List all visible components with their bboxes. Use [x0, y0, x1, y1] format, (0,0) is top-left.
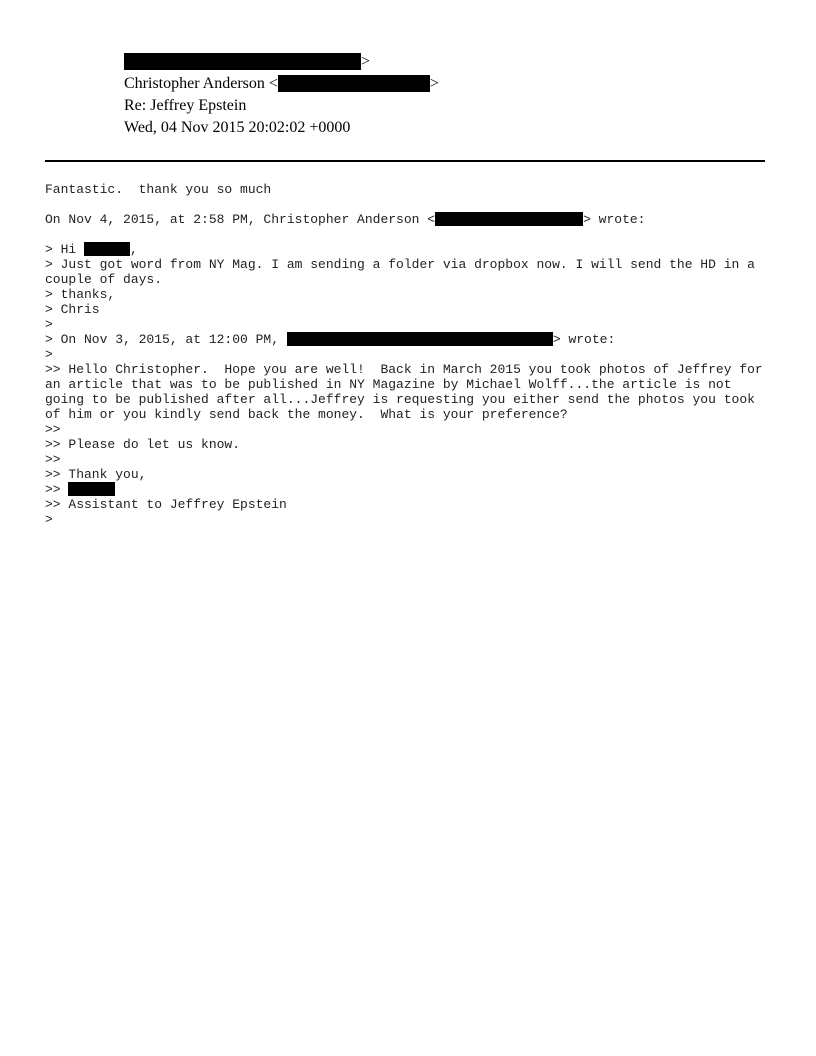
redaction-block [68, 482, 115, 496]
nested-quote-line: of him or you kindly send back the money. What is your preference? [45, 407, 568, 422]
quote-line: > [45, 317, 53, 332]
quote-intro-suffix: > wrote: [583, 212, 646, 227]
quote-intro-text: On Nov 4, 2015, at 2:58 PM, Christopher Anderson < [45, 212, 436, 227]
nested-quote-line: >> Please do let us know. [45, 437, 241, 452]
nested-quote-line: going to be published after all...Jeffrey is requesting you either send the photos you took [45, 392, 755, 407]
header-divider [45, 160, 765, 162]
nested-quote-line: >> Assistant to Jeffrey Epstein [45, 497, 287, 512]
nested-quote-line [45, 482, 770, 497]
quote-line [45, 242, 770, 257]
from-bracket: > [361, 53, 371, 70]
nested-quote-line: >> [45, 452, 61, 467]
quote-line: > Chris [45, 302, 100, 317]
nested-quote-line: >> Thank you, [45, 467, 147, 482]
reply-line: Fantastic. thank you so much [45, 182, 272, 197]
greeting-text: > Hi [45, 242, 85, 257]
to-name: Christopher Anderson < [124, 75, 278, 92]
quote-line: > Just got word from NY Mag. I am sending a folder via dropbox now. I will send the HD in a [45, 257, 755, 272]
quote-line: couple of days. [45, 272, 163, 287]
blank-line [45, 197, 770, 212]
to-bracket: > [429, 75, 439, 92]
nested-quote-line: >> [45, 422, 61, 437]
nested-quote-intro-text: > On Nov 3, 2015, at 12:00 PM, [45, 332, 287, 347]
redaction-block [124, 53, 361, 70]
email-body [45, 182, 770, 527]
blank-line [45, 227, 770, 242]
to-value [124, 74, 439, 94]
subject-value: Re: Jeffrey Epstein [124, 97, 247, 114]
quote-intro-line [45, 212, 770, 227]
signature-prefix: >> [45, 482, 69, 497]
date-value: Wed, 04 Nov 2015 20:02:02 +0000 [124, 119, 351, 136]
nested-quote-intro-suffix: > wrote: [552, 332, 616, 347]
nested-quote-intro-line [45, 332, 770, 347]
quote-line: > thanks, [45, 287, 116, 302]
redaction-block [287, 332, 553, 346]
greeting-comma: , [130, 242, 138, 257]
redaction-block [84, 242, 130, 256]
nested-quote-line: >> Hello Christopher. Hope you are well! Back in March 2015 you took photos of Jeffrey for [45, 362, 763, 377]
redaction-block [278, 75, 430, 92]
quote-line: > [45, 347, 53, 362]
redaction-block [435, 212, 583, 226]
quote-line: > [45, 512, 53, 527]
nested-quote-line: an article that was to be published in NY Magazine by Michael Wolff...the article is not [45, 377, 732, 392]
from-value [124, 52, 370, 72]
